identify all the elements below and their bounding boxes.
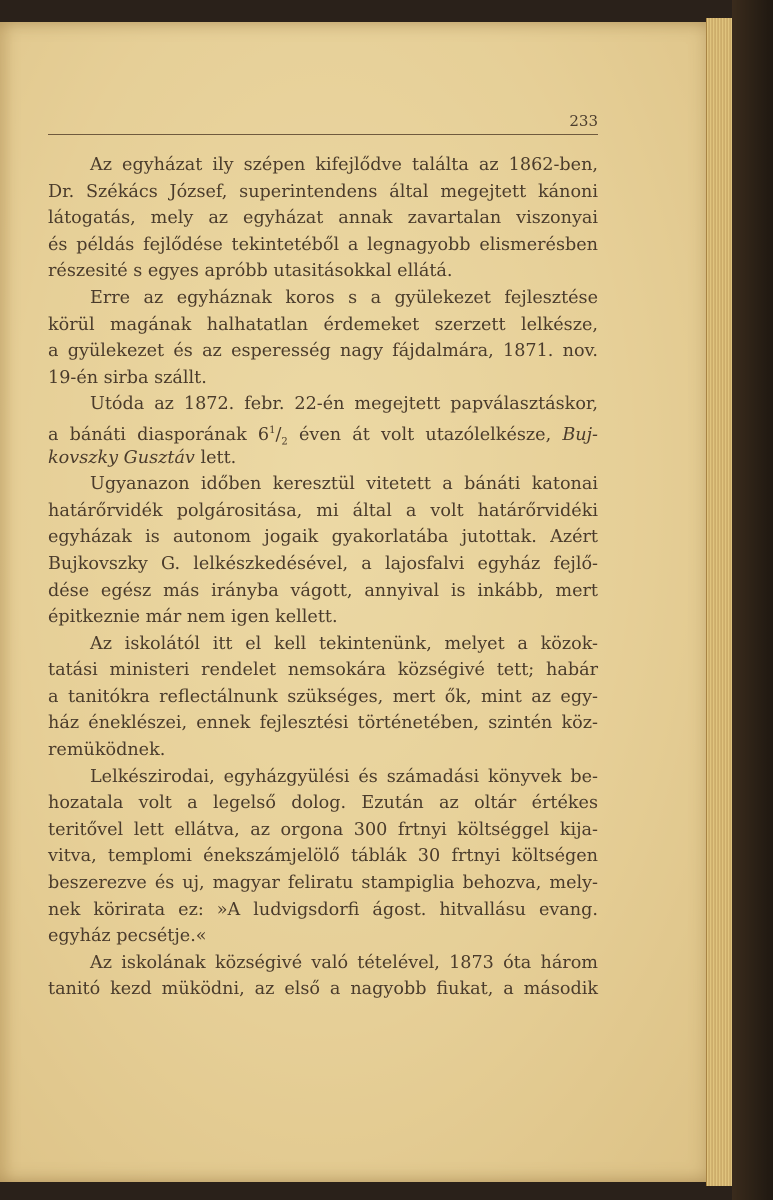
text-fragment: éven át volt utazólelkésze, xyxy=(287,424,563,445)
text-line: körül magának halhatatlan érdemeket szerzett lelkésze, xyxy=(48,314,598,335)
text-line: Lelkészirodai, egyházgyülési és számadási könyvek be- xyxy=(90,766,598,787)
page-edges xyxy=(706,18,733,1186)
text-line: teritővel lett ellátva, az orgona 300 frtnyi költséggel kija- xyxy=(48,819,598,840)
text-line: remüködnek. xyxy=(48,740,166,761)
text-line: látogatás, mely az egyházat annak zavartalan viszonyai xyxy=(48,208,598,229)
text-line: és példás fejlődése tekintetéből a legnagyobb elismerésben xyxy=(48,234,598,255)
text-line: Az iskolától itt el kell tekintenünk, melyet a közok- xyxy=(90,633,598,654)
text-line: nek körirata ez: »A ludvigsdorfi ágost. hitvallásu evang. xyxy=(48,899,598,920)
text-line: részesité s egyes apróbb utasitásokkal ellátá. xyxy=(48,261,453,282)
text-line: vitva, templomi énekszámjelölő táblák 30 frtnyi költségen xyxy=(48,846,598,867)
text-line: Utóda az 1872. febr. 22-én megejtett papválasztáskor, xyxy=(90,394,598,415)
text-line: a tanitókra reflectálnunk szükséges, mert ők, mint az egy- xyxy=(48,686,598,707)
text-line: Erre az egyháznak koros s a gyülekezet fejlesztése xyxy=(90,287,598,308)
fraction-denominator: 2 xyxy=(281,436,288,448)
fraction-numerator: 1 xyxy=(269,424,276,436)
text-fragment: lett. xyxy=(194,447,237,468)
text-line: ház éneklészei, ennek fejlesztési történetében, szintén köz- xyxy=(48,713,598,734)
text-line: Dr. Székács József, superintendens által megejtett kánoni xyxy=(48,181,598,202)
text-fragment: a bánáti diasporának 6 xyxy=(48,424,270,445)
text-line: hozatala volt a legelső dolog. Ezután az oltár értékes xyxy=(48,793,598,814)
page-number: 233 xyxy=(569,112,598,130)
text-line: Bujkovszky G. lelkészkedésével, a lajosfalvi egyház fejlő- xyxy=(48,553,598,574)
text-line: tatási ministeri rendelet nemsokára községivé tett; habár xyxy=(48,660,598,681)
text-line: a bánáti diasporának $6^1/_2$ éven át volt utazólelkésze, Buj- xyxy=(48,424,598,448)
body-text xyxy=(48,152,598,1003)
text-line: beszerezve és uj, magyar feliratu stampiglia behozva, mely- xyxy=(48,873,598,894)
text-line: tanitó kezd müködni, az első a nagyobb fiukat, a második xyxy=(48,979,598,1000)
text-line: Az iskolának községivé való tételével, 1873 óta három xyxy=(90,952,598,973)
text-line: Az egyházat ily szépen kifejlődve találta az 1862-ben, xyxy=(90,155,598,175)
header-rule xyxy=(48,134,598,135)
text-line: egyház pecsétje.« xyxy=(48,926,207,947)
name-italic: kovszky Gusztáv xyxy=(48,447,195,468)
text-line: a gyülekezet és az esperesség nagy fájdalmára, 1871. nov. xyxy=(48,341,598,362)
text-line: épitkeznie már nem igen kellett. xyxy=(48,607,338,628)
text-line: határőrvidék polgárositása, mi által a volt határőrvidéki xyxy=(48,500,598,521)
book-binding xyxy=(732,0,773,1200)
text-line xyxy=(48,445,598,472)
text-line: egyházak is autonom jogaik gyakorlatába jutottak. Azért xyxy=(48,527,598,548)
name-italic: Buj- xyxy=(562,424,598,445)
text-line: 19-én sirba szállt. xyxy=(48,367,207,388)
text-line: dése egész más irányba vágott, annyival is inkább, mert xyxy=(48,580,598,601)
text-line: Ugyanazon időben keresztül vitetett a bánáti katonai xyxy=(90,474,598,495)
